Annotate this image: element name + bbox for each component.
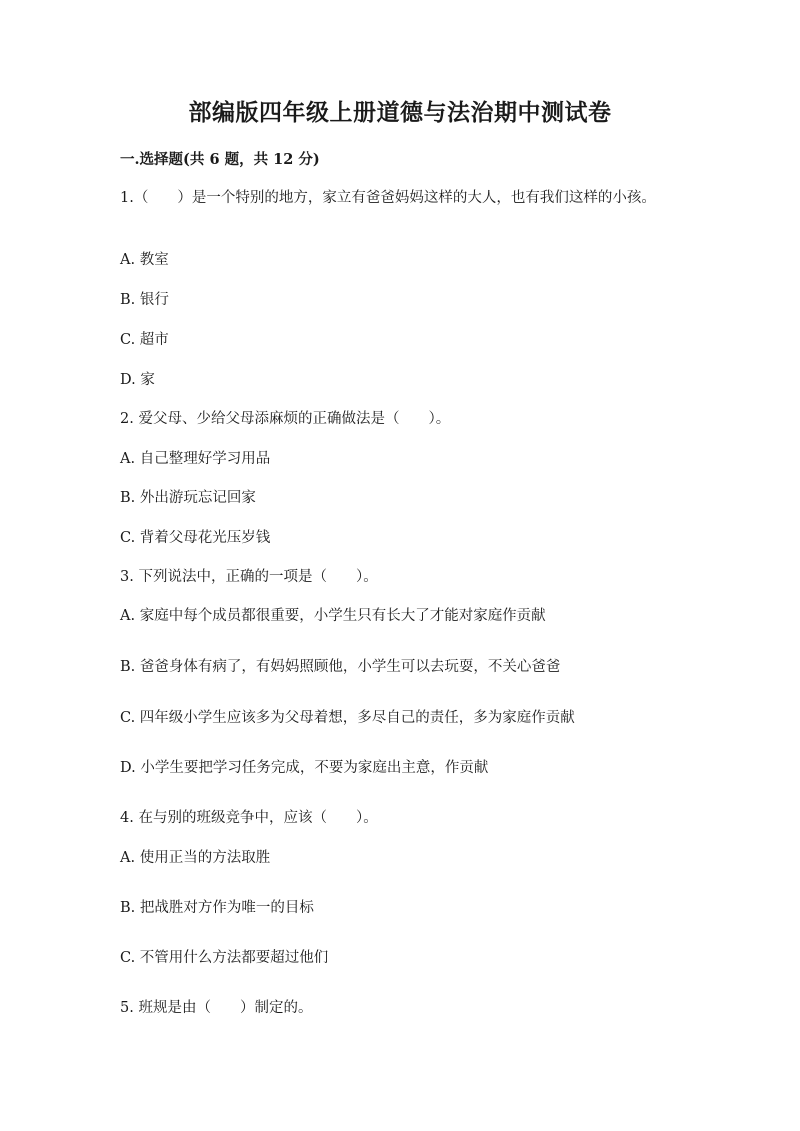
question-2-option-b[interactable]: B. 外出游玩忘记回家: [120, 490, 256, 506]
question-4-stem: 4. 在与别的班级竞争中，应该（ ）。: [120, 810, 378, 826]
question-2-option-a[interactable]: A. 自己整理好学习用品: [120, 451, 271, 467]
page-title: 部编版四年级上册道德与法治期中测试卷: [188, 99, 612, 126]
question-2-option-c[interactable]: C. 背着父母花光压岁钱: [120, 530, 271, 546]
question-4-option-a[interactable]: A. 使用正当的方法取胜: [120, 850, 271, 866]
question-1-option-a[interactable]: A. 教室: [120, 252, 169, 268]
question-3-option-b[interactable]: B. 爸爸身体有病了，有妈妈照顾他，小学生可以去玩耍，不关心爸爸: [120, 659, 561, 675]
question-4-option-c[interactable]: C. 不管用什么方法都要超过他们: [120, 950, 329, 966]
question-3-option-c[interactable]: C. 四年级小学生应该多为父母着想，多尽自己的责任，多为家庭作贡献: [120, 710, 575, 726]
section-heading: 一.选择题(共 6 题，共 12 分): [120, 151, 320, 168]
question-3-stem: 3. 下列说法中，正确的一项是（ ）。: [120, 569, 378, 585]
question-1-stem: 1.（ ）是一个特别的地方，家立有爸爸妈妈这样的大人，也有我们这样的小孩。: [120, 190, 656, 206]
question-1-option-c[interactable]: C. 超市: [120, 332, 169, 348]
question-5-stem: 5. 班规是由（ ）制定的。: [120, 1000, 313, 1016]
question-1-option-b[interactable]: B. 银行: [120, 292, 169, 308]
question-3-option-d[interactable]: D. 小学生要把学习任务完成，不要为家庭出主意，作贡献: [120, 760, 489, 776]
question-3-option-a[interactable]: A. 家庭中每个成员都很重要，小学生只有长大了才能对家庭作贡献: [120, 608, 546, 624]
question-1-option-d[interactable]: D. 家: [120, 372, 155, 388]
question-2-stem: 2. 爱父母、少给父母添麻烦的正确做法是（ ）。: [120, 411, 451, 427]
question-4-option-b[interactable]: B. 把战胜对方作为唯一的目标: [120, 900, 314, 916]
